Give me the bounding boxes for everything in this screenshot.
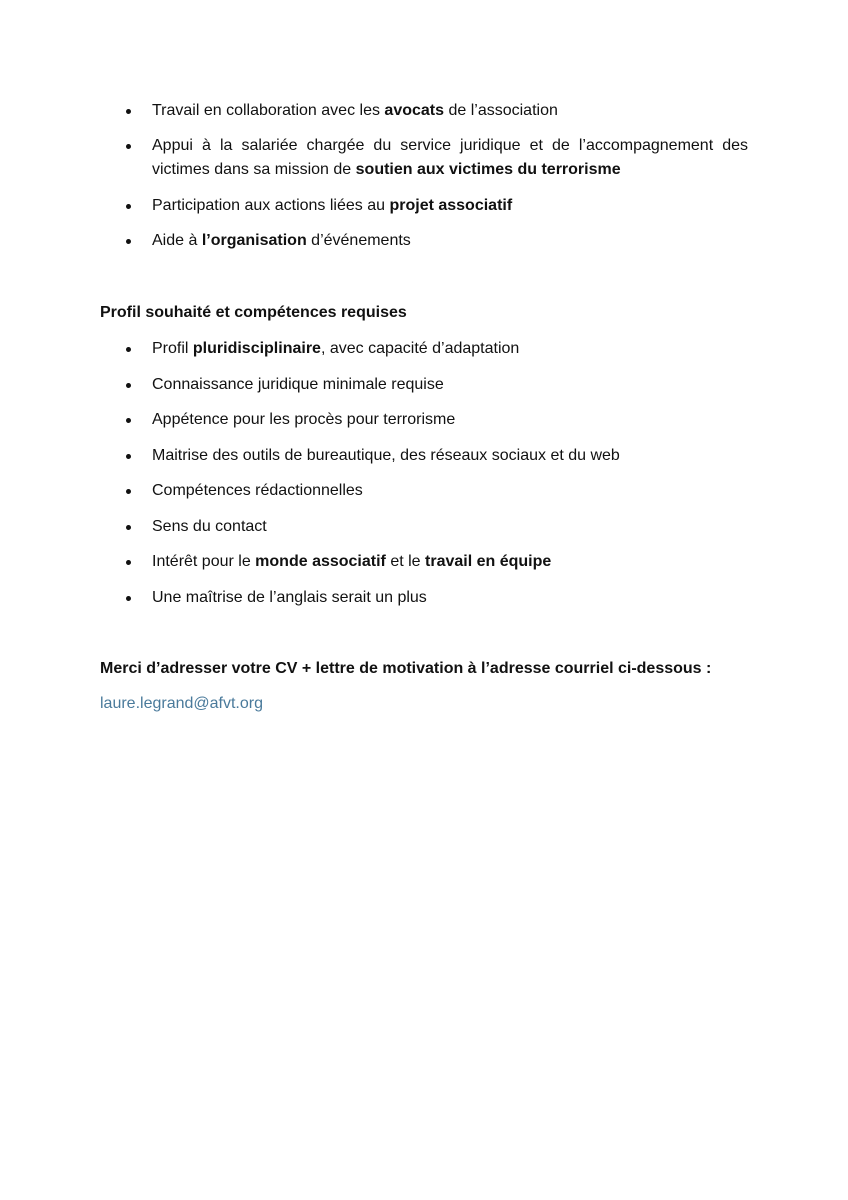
bold-text: monde associatif (255, 553, 386, 570)
bullet-icon (126, 525, 131, 530)
list-item (100, 229, 748, 253)
bold-text: soutien aux victimes du terrorisme (355, 161, 621, 178)
list-item (100, 550, 748, 574)
bold-text: l’organisation (201, 232, 307, 249)
contact-instruction: Merci d’adresser votre CV + lettre de motivation à l’adresse courriel ci-dessous : (100, 660, 712, 677)
bullet-icon (126, 560, 131, 565)
list-item (100, 337, 748, 361)
list-item (100, 194, 748, 218)
bullet-icon (126, 204, 131, 209)
text-segment: Participation aux actions liées au (152, 197, 390, 214)
bullet-icon (126, 596, 131, 601)
text-segment: d’événements (306, 232, 411, 249)
profile-heading: Profil souhaité et compétences requises (100, 304, 407, 321)
list-item (100, 515, 748, 539)
text-segment: Aide à (152, 232, 202, 249)
bullet-icon (126, 489, 131, 494)
text-segment: Maitrise des outils de bureautique, des réseaux sociaux et du web (152, 446, 620, 464)
list-item (100, 444, 748, 468)
bold-text: avocats (384, 102, 445, 119)
bold-text: projet associatif (389, 197, 513, 214)
text-segment: Connaissance juridique minimale requise (152, 375, 444, 393)
bullet-icon (126, 109, 131, 114)
profile-list (100, 337, 748, 610)
text-segment: Profil (152, 340, 193, 357)
bullet-icon (126, 347, 131, 352)
bullet-icon (126, 454, 131, 459)
text-segment: Appui à la salariée chargée du service juridique et de l’accompagnement des victimes dans sa mission de (152, 137, 748, 178)
bullet-icon (126, 239, 131, 244)
bullet-icon (126, 144, 131, 149)
bold-text: travail en équipe (425, 553, 552, 570)
list-item (100, 134, 748, 182)
bullet-icon (126, 418, 131, 423)
text-segment: Intérêt pour le (152, 553, 256, 570)
text-segment: Travail en collaboration avec les (152, 102, 385, 119)
text-segment: Une maîtrise de l’anglais serait un plus (152, 588, 427, 606)
text-segment: Sens du contact (152, 517, 267, 535)
list-item (100, 408, 748, 432)
missions-list (100, 99, 748, 253)
text-segment: de l’association (444, 102, 558, 119)
list-item (100, 479, 748, 503)
bold-text: pluridisciplinaire (192, 340, 321, 357)
list-item (100, 586, 748, 610)
text-segment: , avec capacité d’adaptation (320, 340, 520, 357)
list-item (100, 99, 748, 123)
list-item (100, 373, 748, 397)
contact-email-link[interactable]: laure.legrand@afvt.org (100, 695, 263, 712)
text-segment: Compétences rédactionnelles (152, 482, 363, 499)
bullet-icon (126, 383, 131, 388)
text-segment: Appétence pour les procès pour terrorisme (152, 411, 456, 428)
text-segment: et le (385, 553, 426, 570)
